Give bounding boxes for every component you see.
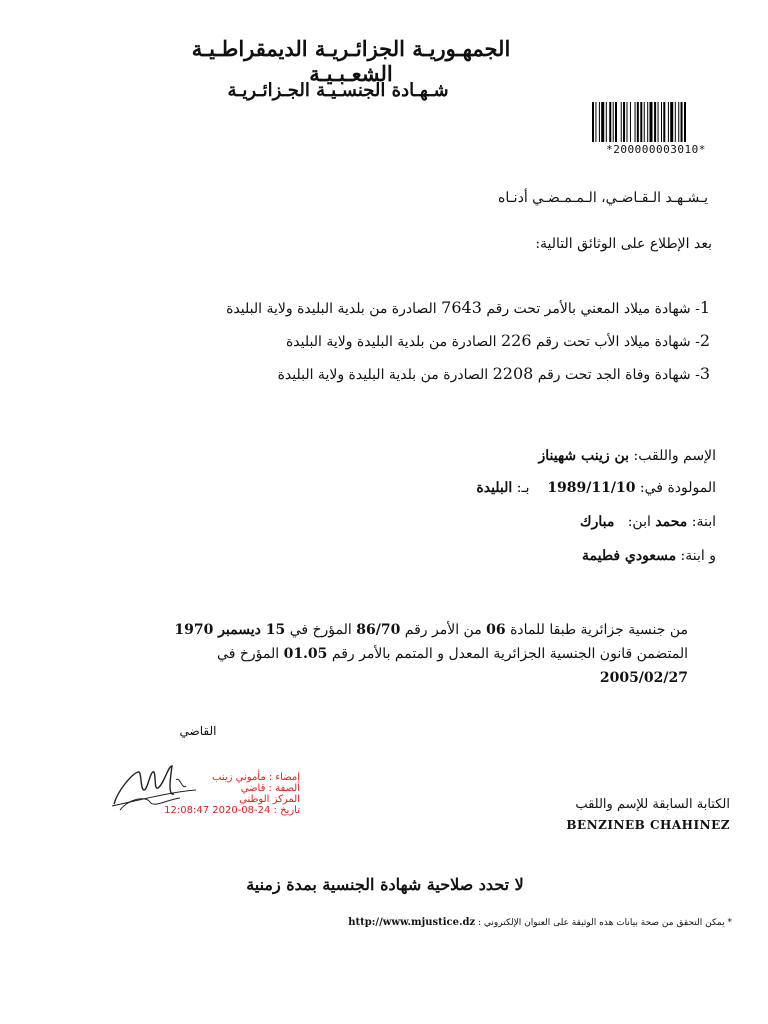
barcode-number: *200000003010* — [606, 143, 706, 156]
legal-line-1: من جنسية جزائرية طبقا للمادة 06 من الأمر رقم 86/70 المؤرخ في 15 ديسمبر 1970 — [174, 622, 688, 638]
verification-link[interactable]: http://www.mjustice.dz — [348, 917, 476, 928]
mother-name: مسعودي فطيمة — [582, 548, 677, 564]
grandfather-name: مبارك — [580, 514, 615, 530]
validity-note: لا تحدد صلاحية شهادة الجنسية بمدة زمنية — [246, 875, 524, 894]
document-item: 1- شهادة ميلاد المعني بالأمر تحت رقم 7643 الصادرة من بلدية البليدة ولاية البليدة — [226, 298, 710, 317]
document-item: 2- شهادة ميلاد الأب تحت رقم 226 الصادرة من بلدية البليدة ولاية البليدة — [285, 331, 710, 350]
certificate-title: شـهـادة الجنسـيـة الجـزائـريـة — [227, 80, 449, 101]
verification-footer: * يمكن التحقق من صحة بيانات هذه الوثيقة على العنوان الإلكتروني : http://www.mjustice.dz — [348, 917, 732, 928]
republic-title: الجمهـوريـة الجزائـريـة الديمقراطـيـة الشعـبـيـة — [191, 36, 511, 86]
person-name-row: الإسم واللقب: بن زينب شهيناز — [538, 448, 716, 464]
stamp-role: الصفة : قاضي — [240, 783, 300, 794]
after-review: بعد الإطلاع على الوثائق التالية: — [535, 236, 712, 252]
stamp-center: المركز الوطني — [239, 794, 300, 805]
barcode-bars — [592, 102, 720, 142]
document-item: 3- شهادة وفاة الجد تحت رقم 2208 الصادرة من بلدية البليدة ولاية البليدة — [277, 364, 710, 383]
latin-name-label: الكتابة السابقة للإسم واللقب — [575, 797, 730, 812]
mother-row: و ابنة: مسعودي فطيمة — [582, 548, 716, 564]
birth-place: البليدة — [476, 480, 513, 496]
legal-basis — [128, 618, 688, 690]
legal-line-2: المتضمن قانون الجنسية الجزائرية المعدل و المتمم بالأمر رقم 01.05 المؤرخ في 2005/02/27 — [217, 646, 688, 686]
electronic-stamp — [140, 772, 300, 816]
latin-name-value: BENZINEB CHAHINEZ — [566, 818, 730, 832]
barcode — [592, 102, 720, 160]
father-name: محمد — [655, 514, 688, 530]
judge-statement: يـشـهـد الـقـاضـي، الـمـمـضـي أدنـاه — [497, 190, 708, 206]
stamp-signature: إمضاء : مأموني زينب — [212, 772, 300, 783]
document-list — [210, 292, 710, 391]
stamp-date-row: تاريخ : 12:08:47 2020-08-24 — [164, 805, 300, 816]
father-row: ابنة: محمد ابن: مبارك — [580, 514, 716, 530]
birth-row: المولودة في: 1989/11/10 بـ: البليدة — [476, 480, 716, 496]
birth-date: 1989/11/10 — [547, 480, 636, 496]
person-name: بن زينب شهيناز — [538, 448, 630, 464]
judge-label: القاضي — [179, 724, 217, 738]
